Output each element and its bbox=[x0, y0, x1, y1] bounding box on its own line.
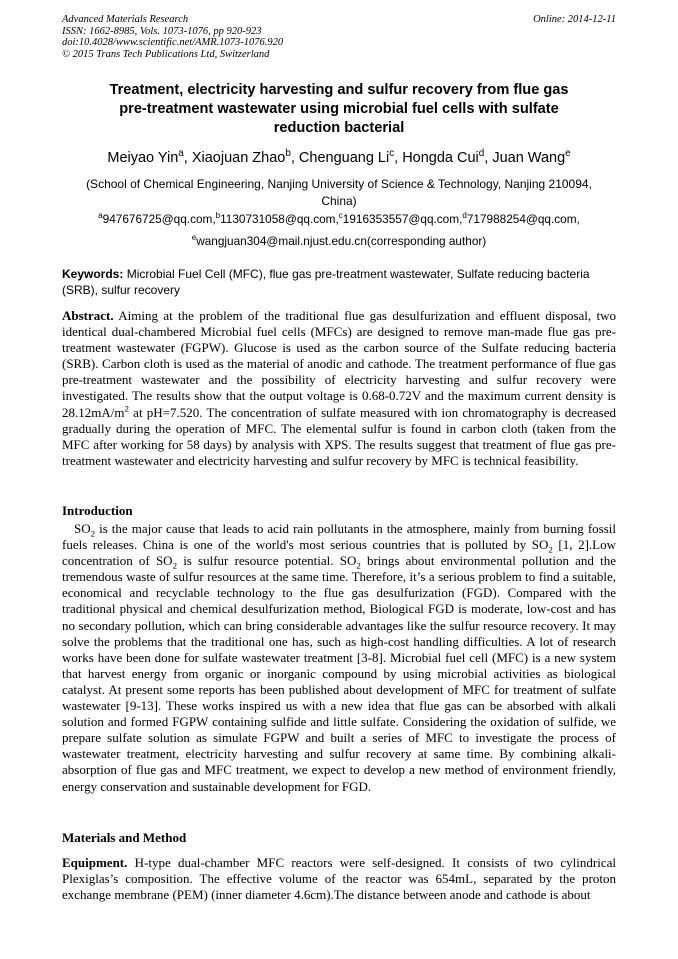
online-date: Online: 2014-12-11 bbox=[533, 14, 616, 25]
equipment-label: Equipment. bbox=[62, 855, 128, 870]
author-name: Chenguang Li bbox=[298, 150, 390, 166]
equipment-text: H-type dual-chamber MFC reactors were self-designed. It consists of two cylindrical Plexiglas’s composition. The effective volume of the reactor was 654mL, separated by the proton exchange membrane (PEM) (inner diameter 4.6cm).The distance between anode and cathode is about bbox=[62, 855, 617, 903]
intro-sub: 2 bbox=[172, 560, 177, 571]
author-mark: c bbox=[389, 148, 395, 160]
issn-line: ISSN: 1662-8985, Vols. 1073-1076, pp 920-923 bbox=[62, 25, 262, 37]
author-list: Meiyao Yin$^a$, Xiaojuan Zhao$^b$, Chenguang Li$^c$, Hongda Cui$^d$, Juan Wang$^e$ bbox=[107, 148, 571, 166]
abstract-label: Abstract. bbox=[62, 308, 114, 323]
email-d[interactable]: 717988254@qq.com, bbox=[466, 212, 580, 226]
intro-text: SO bbox=[74, 521, 91, 536]
author-mark: e bbox=[565, 148, 571, 160]
abstract-text-2: at pH=7.520. The concentration of sulfate measured with ion chromatography is decreased gradually during the operation of MFC. The elemental sulfur is found in carbon cloth (taken from the MFC after working for 58 days) by analysis with XPS. The results suggest that treatment of flue gas pre-treatment wastewater and electricity harvesting and sulfur recovery by MFC is technical feasibility. bbox=[62, 404, 616, 468]
journal-name: Advanced Materials Research bbox=[62, 14, 189, 25]
intro-sub: 2 bbox=[90, 528, 96, 539]
intro-text: is the major cause that leads to acid rain pollutants in the atmosphere, mainly from burning fossil fuels releases. China is one of the world's most serious countries that is polluted by SO bbox=[62, 521, 616, 553]
author-name: Xiaojuan Zhao bbox=[191, 150, 286, 166]
author-mark: a bbox=[178, 148, 184, 160]
materials-heading: Materials and Method bbox=[62, 830, 187, 845]
doi-line[interactable]: doi:10.4028/www.scientific.net/AMR.1073-1076.920 bbox=[62, 37, 284, 48]
affiliation-line-1: (School of Chemical Engineering, Nanjing University of Science & Technology, Nanjing 210094, bbox=[86, 177, 592, 191]
copyright-line: © 2015 Trans Tech Publications Ltd, Switzerland bbox=[62, 48, 270, 60]
email-mark: c bbox=[338, 211, 343, 221]
author-name: Juan Wang bbox=[492, 150, 566, 166]
intro-text: is sulfur resource potential. SO bbox=[177, 553, 357, 569]
title-line-1: Treatment, electricity harvesting and sulfur recovery from flue gas bbox=[109, 82, 569, 98]
keywords bbox=[62, 266, 616, 298]
author-name: Hongda Cui bbox=[402, 150, 479, 166]
abstract-text-1: Aiming at the problem of the traditional flue gas desulfurization and effluent disposal, two identical dual-chambered Microbial fuel cells (MFCs) are designed to remove man-made flue gas pre-treatment wastewater (FGPW). Glucose is used as the carbon source of the Sulfate reducing bacteria (SRB). Carbon cloth is used as the material of anodic and cathode. The treatment performance of flue gas pre-treatment wastewater and the possibility of electricity harvesting and sulfur recovery were investigated. The results show that the output voltage is 0.68-0.72V and the maximum current density is 28.12mA/m bbox=[62, 308, 616, 420]
title-line-2: pre-treatment wastewater using microbial fuel cells with sulfate bbox=[119, 101, 559, 117]
title-line-3: reduction bacterial bbox=[273, 120, 405, 136]
intro-sub: 2 bbox=[548, 544, 553, 555]
author-mark: b bbox=[285, 148, 291, 160]
equipment-paragraph bbox=[62, 855, 616, 903]
author-name: Meiyao Yin bbox=[107, 150, 179, 166]
intro-text: brings about environmental pollution and the tremendous waste of sulfur resources at the same time. Therefore, it’s a serious problem to find a suitable, economical and recyclable technology to the flue gas desulfurization (FGD). Compared with the traditional physical and chemical desulfurization method, Biological FGD is moderate, low-cost and has no secondary pollution, which can bring considerable advantages like the sulfur resource recovery. It may solve the problems that the traditional one has, such as high-cost handling difficulties. A lot of research works have been done for sulfate wastewater treatment [3-8]. Microbial fuel cell (MFC) is a new system that harvest energy from organic or inorganic compound by using microbial activities as biological catalyst. At present some reports has been published about development of MFC for treatment of sulfate wastewater [9-13]. These works inspired us with a new idea that flue gas can be absorbed with alkali solution and formed FGPW containing sulfide and little sulfate. Considering the oxidation of sulfide, we prepare sulfate solution as simulate FGPW and built a series of MFC to investigate the process of wastewater treatment, electricity harvesting and sulfur recovery at same time. By combining alkali-absorption of flue gas and MFC treatment, we expect to develop a new method of environment friendly, energy conservation and sustainable development for FGD. bbox=[62, 553, 616, 794]
keywords-text: Microbial Fuel Cell (MFC), flue gas pre-treatment wastewater, Sulfate reducing bacteria (SRB), sulfur recovery bbox=[62, 267, 590, 297]
affiliation-line-2: China) bbox=[321, 193, 357, 208]
author-emails bbox=[62, 208, 616, 252]
email-mark: b bbox=[215, 211, 221, 221]
email-b[interactable]: 1130731058@qq.com, bbox=[220, 212, 339, 226]
intro-text: [1, 2].Low concentration of SO bbox=[62, 537, 616, 569]
abstract bbox=[62, 308, 616, 469]
email-mark: e bbox=[191, 233, 197, 243]
email-e[interactable]: wangjuan304@mail.njust.edu.cn(corresponding author) bbox=[196, 234, 487, 248]
keywords-label: Keywords: bbox=[62, 267, 124, 281]
email-c[interactable]: 1916353557@qq.com, bbox=[342, 212, 463, 226]
introduction-heading: Introduction bbox=[62, 503, 133, 518]
affiliation bbox=[62, 176, 616, 209]
author-mark: d bbox=[478, 148, 485, 160]
introduction-paragraph bbox=[62, 521, 616, 795]
journal-header bbox=[62, 14, 616, 60]
abstract-sup: 2 bbox=[124, 403, 129, 414]
email-mark: d bbox=[462, 211, 467, 221]
email-mark: a bbox=[98, 211, 103, 221]
email-a[interactable]: 947676725@qq.com, bbox=[102, 212, 216, 226]
intro-sub: 2 bbox=[356, 560, 361, 571]
email-line-2 bbox=[62, 230, 616, 252]
paper-title bbox=[62, 81, 616, 138]
email-line-1 bbox=[62, 208, 616, 230]
